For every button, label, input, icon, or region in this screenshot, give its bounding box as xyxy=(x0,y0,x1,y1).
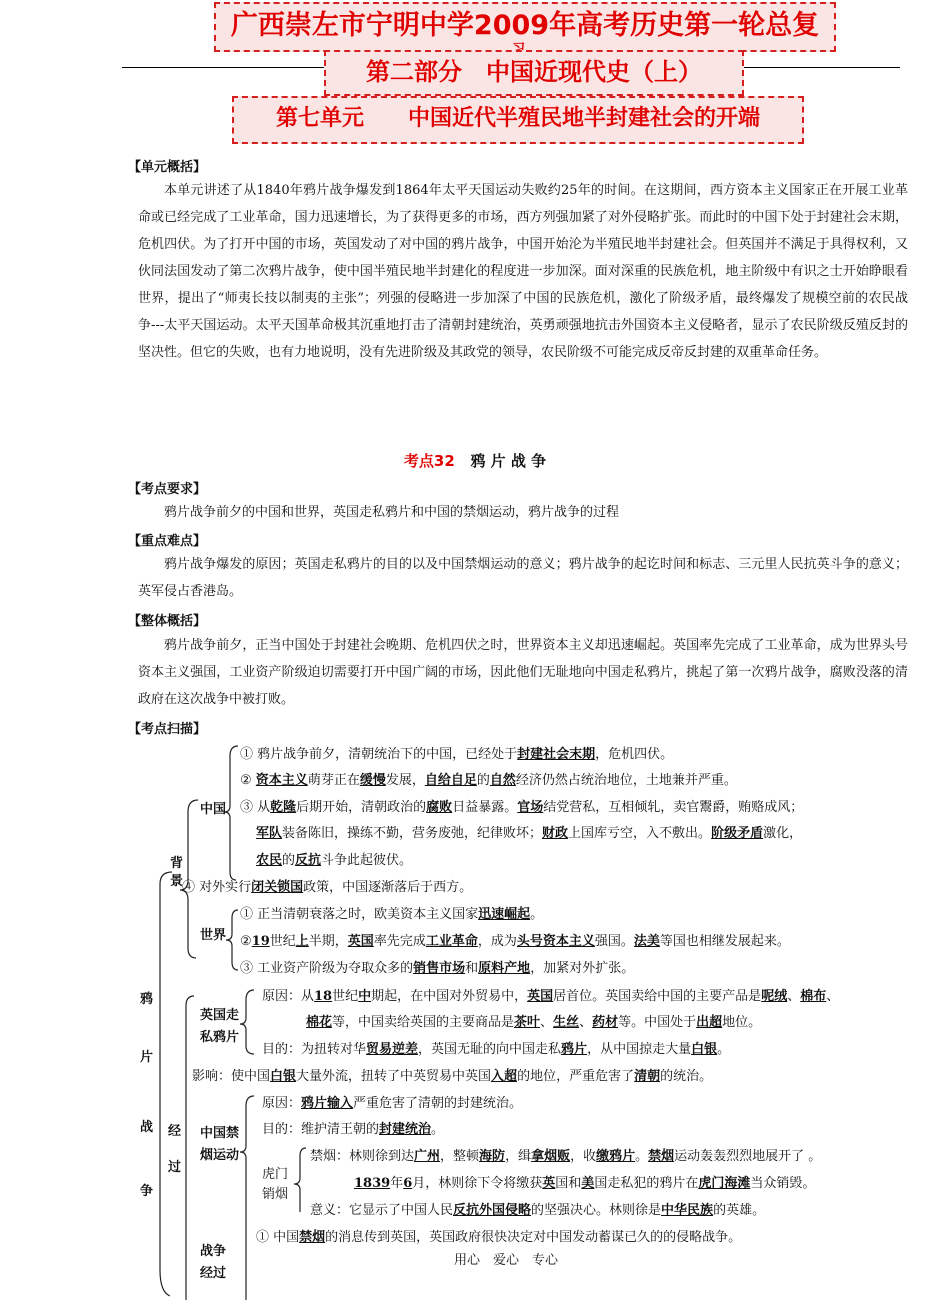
key-text: 鸦片战争爆发的原因；英国走私鸦片的目的以及中国禁烟运动的意义；鸦片战争的起讫时间和标志、三元里人民抗英斗争的意义；英军侵占香港岛。 xyxy=(138,557,908,599)
china-line-5: 农民的反抗斗争此起彼伏。 xyxy=(256,853,413,868)
war-label-2: 经过 xyxy=(200,1266,227,1281)
root-label-2: 片 xyxy=(140,1050,154,1065)
root-label-4: 争 xyxy=(140,1184,154,1199)
root-label-1: 鸦 xyxy=(140,992,154,1007)
process-label-2: 过 xyxy=(168,1160,182,1175)
smuggle-line-2: 棉花等，中国卖给英国的主要商品是茶叶、生丝、药材等。中国处于出超地位。 xyxy=(306,1015,762,1030)
title-school-text: 广西崇左市宁明中学2009年高考历史第一轮总复 xyxy=(230,10,820,41)
china-line-1: ① 鸦片战争前夕，清朝统治下的中国，已经处于封建社会末期，危机四伏。 xyxy=(240,747,674,762)
ban-line-2: 目的：维护清王朝的封建统治。 xyxy=(262,1122,445,1137)
smuggle-label-2: 私鸦片 xyxy=(200,1030,240,1045)
china-line-3: ③ 从乾隆后期开始，清朝政治的腐败日益暴露。官场结党营私，互相倾轧，卖官鬻爵，贿赂成风； xyxy=(240,800,804,815)
footer: 用心 爱心 专心 xyxy=(454,1253,559,1268)
unit-summary-heading: 【单元概括】 xyxy=(128,160,207,175)
ban-line-5: 意义：它显示了中国人民反抗外国侵略的坚强决心。林则徐是中华民族的英雄。 xyxy=(310,1203,766,1218)
china-line-4: 军队装备陈旧，操练不勤，营务废弛，纪律败坏；财政上国库亏空，入不敷出。阶级矛盾激化， xyxy=(256,826,803,841)
title-part-text: 第二部分 中国近现代史（上） xyxy=(366,58,702,86)
topic-title xyxy=(0,450,950,471)
world-line-2: ②19世纪上半期，英国率先完成工业革命，成为头号资本主义强国。法美等国也相继发展起来。 xyxy=(240,934,790,949)
china-line-6: ④ 对外实行闭关锁国政策，中国逐渐落后于西方。 xyxy=(182,880,473,895)
humen-label-2: 销烟 xyxy=(262,1187,289,1202)
title-unit xyxy=(232,96,804,144)
ban-line-4: 1839年6月，林则徐下令将缴获英国和美国走私犯的鸦片在虎门海滩当众销毁。 xyxy=(354,1176,816,1191)
smuggle-label-1: 英国走 xyxy=(200,1008,240,1023)
background-label-1: 背 xyxy=(170,856,184,871)
scan-heading: 【考点扫描】 xyxy=(128,722,207,737)
smuggle-line-1: 原因：从18世纪中期起，在中国对外贸易中，英国居首位。英国卖给中国的主要产品是呢绒、棉布、 xyxy=(262,989,840,1004)
topic-number: 考点32 xyxy=(403,452,455,470)
ban-label-1: 中国禁 xyxy=(200,1126,240,1141)
unit-summary-text: 本单元讲述了从1840年鸦片战争爆发到1864年太平天国运动失败约25年的时间。在这期间，西方资本主义国家正在开展工业革命或已经完成了工业革命，国力迅速增长，为了获得更多的市场，西方列强加紧了对外侵略扩张。而此时的中国下处于封建社会末期，危机四伏。为了打开中国的市场，英国发动了对中国的鸦片战争，中国开始沦为半殖民地半封建社会。但英国并不满足于具得权利，又伙同法国发动了第二次鸦片战争，使中国半殖民地半封建化的程度进一步加深。面对深重的民族危机，地主阶级中有识之士开始睁眼看世界，提出了“师夷长技以制夷的主张”；列强的侵略进一步加深了中国的民族危机，激化了阶级矛盾，最终爆发了规模空前的农民战争---太平天国运动。太平天国革命极其沉重地打击了清朝封建统治，英勇顽强地抗击外国资本主义侵略者，显示了农民阶级反殖反封的坚决性。但它的失败，也有力地说明，没有先进阶级及其政党的领导，农民阶级不可能完成反帝反封建的双重革命任务。 xyxy=(138,183,908,360)
overview-heading: 【整体概括】 xyxy=(128,614,207,629)
world-label: 世界 xyxy=(200,928,227,943)
china-label: 中国 xyxy=(200,802,227,817)
requirement-text: 鸦片战争前夕的中国和世界，英国走私鸦片和中国的禁烟运动，鸦片战争的过程 xyxy=(164,505,620,520)
ban-line-1: 原因：鸦片输入严重危害了清朝的封建统治。 xyxy=(262,1096,523,1111)
title-part xyxy=(324,50,744,96)
humen-label-1: 虎门 xyxy=(262,1167,289,1182)
background-label-2: 景 xyxy=(170,874,184,889)
title-unit-text: 第七单元 中国近代半殖民地半封建社会的开端 xyxy=(275,106,760,131)
ban-line-3: 禁烟：林则徐到达广州，整顿海防，缉拿烟贩，收缴鸦片。禁烟运动轰轰烈烈地展开了 。 xyxy=(310,1149,822,1164)
smuggle-line-3: 目的：为扭转对华贸易逆差，英国无耻的向中国走私鸦片，从中国掠走大量白银。 xyxy=(262,1042,731,1057)
overview-text: 鸦片战争前夕，正当中国处于封建社会晚期、危机四伏之时，世界资本主义却迅速崛起。英国率先完成了工业革命，成为世界头号资本主义强国，工业资产阶级迫切需要打开中国广阔的市场，因此他们无耻地向中国走私鸦片，挑起了第一次鸦片战争，腐败没落的清政府在这次战争中被打败。 xyxy=(138,638,908,707)
war-label-1: 战争 xyxy=(200,1244,227,1259)
war-line-1: ① 中国禁烟的消息传到英国，英国政府很快决定对中国发动蓄谋已久的的侵略战争。 xyxy=(256,1230,742,1245)
process-label-1: 经 xyxy=(168,1124,182,1139)
china-line-2: ② 资本主义萌芽正在缓慢发展，自给自足的自然经济仍然占统治地位，土地兼并严重。 xyxy=(240,773,737,788)
requirement-heading: 【考点要求】 xyxy=(128,482,207,497)
smuggle-line-4: 影响：使中国白银大量外流，扭转了中英贸易中英国入超的地位，严重危害了清朝的统治。 xyxy=(192,1069,713,1084)
key-heading: 【重点难点】 xyxy=(128,534,207,549)
ban-label-2: 烟运动 xyxy=(200,1148,240,1163)
world-line-3: ③ 工业资产阶级为夺取众多的销售市场和原料产地，加紧对外扩张。 xyxy=(240,961,635,976)
root-label-3: 战 xyxy=(140,1120,154,1135)
world-line-1: ① 正当清朝衰落之时，欧美资本主义国家迅速崛起。 xyxy=(240,907,544,922)
topic-name: 鸦 片 战 争 xyxy=(470,452,547,470)
